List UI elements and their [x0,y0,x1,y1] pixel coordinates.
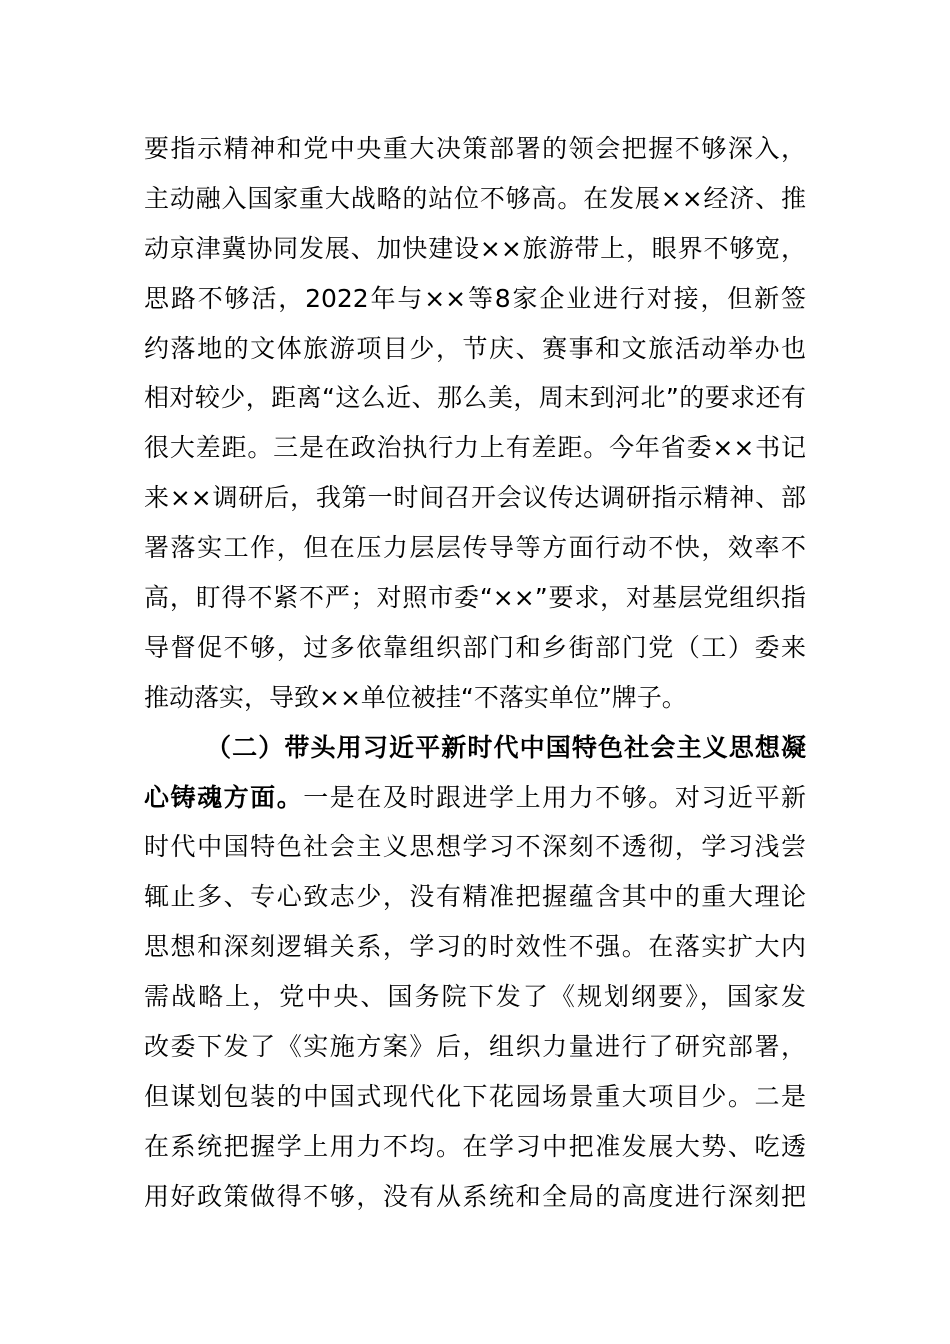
text-line: 高，盯得不紧不严；对照市委“××”要求，对基层党组织指 [144,583,806,613]
text-line: 推动落实，导致××单位被挂“不落实单位”牌子。 [144,682,687,712]
text-line: 主动融入国家重大战略的站位不够高。在发展××经济、推 [144,183,806,213]
text-line: 署落实工作，但在压力层层传导等方面行动不快，效率不 [144,533,806,563]
paragraph-one [144,124,806,723]
text-run: 一是在及时跟进学上用力不够。对习近平新 [303,782,806,812]
section-heading: （二）带头用习近平新时代中国特色社会主义思想凝 [206,732,806,762]
text-line: 用好政策做得不够，没有从系统和全局的高度进行深刻把 [144,1181,806,1211]
text-line: 辄止多、专心致志少，没有精准把握蕴含其中的重大理论 [144,882,806,912]
text-line: 相对较少，距离“这么近、那么美，周末到河北”的要求还有 [144,383,806,413]
text-line: 很大差距。三是在政治执行力上有差距。今年省委××书记 [144,433,806,463]
text-line: 在系统把握学上用力不均。在学习中把准发展大势、吃透 [144,1131,806,1161]
text-line: 思想和深刻逻辑关系，学习的时效性不强。在落实扩大内 [144,932,806,962]
text-line: 思路不够活，2022年与××等8家企业进行对接，但新签 [144,283,806,313]
text-line: 时代中国特色社会主义思想学习不深刻不透彻，学习浅尝 [144,832,806,862]
text-line: 要指示精神和党中央重大决策部署的领会把握不够深入， [144,134,806,163]
paragraph-two [144,723,806,1222]
text-line: 但谋划包装的中国式现代化下花园场景重大项目少。二是 [144,1081,806,1111]
text-line: 动京津冀协同发展、加快建设××旅游带上，眼界不够宽， [144,233,806,263]
section-heading-end: 心铸魂方面。 [144,782,304,812]
document-page [144,124,806,1222]
text-line [144,773,806,823]
text-line: 约落地的文体旅游项目少，节庆、赛事和文旅活动举办也 [144,333,806,363]
text-line: 来××调研后，我第一时间召开会议传达调研指示精神、部 [144,483,806,513]
text-line: 需战略上，党中央、国务院下发了《规划纲要》，国家发 [144,982,806,1012]
text-line: 改委下发了《实施方案》后，组织力量进行了研究部署， [144,1032,806,1062]
text-line: 导督促不够，过多依靠组织部门和乡街部门党（工）委来 [144,632,806,662]
